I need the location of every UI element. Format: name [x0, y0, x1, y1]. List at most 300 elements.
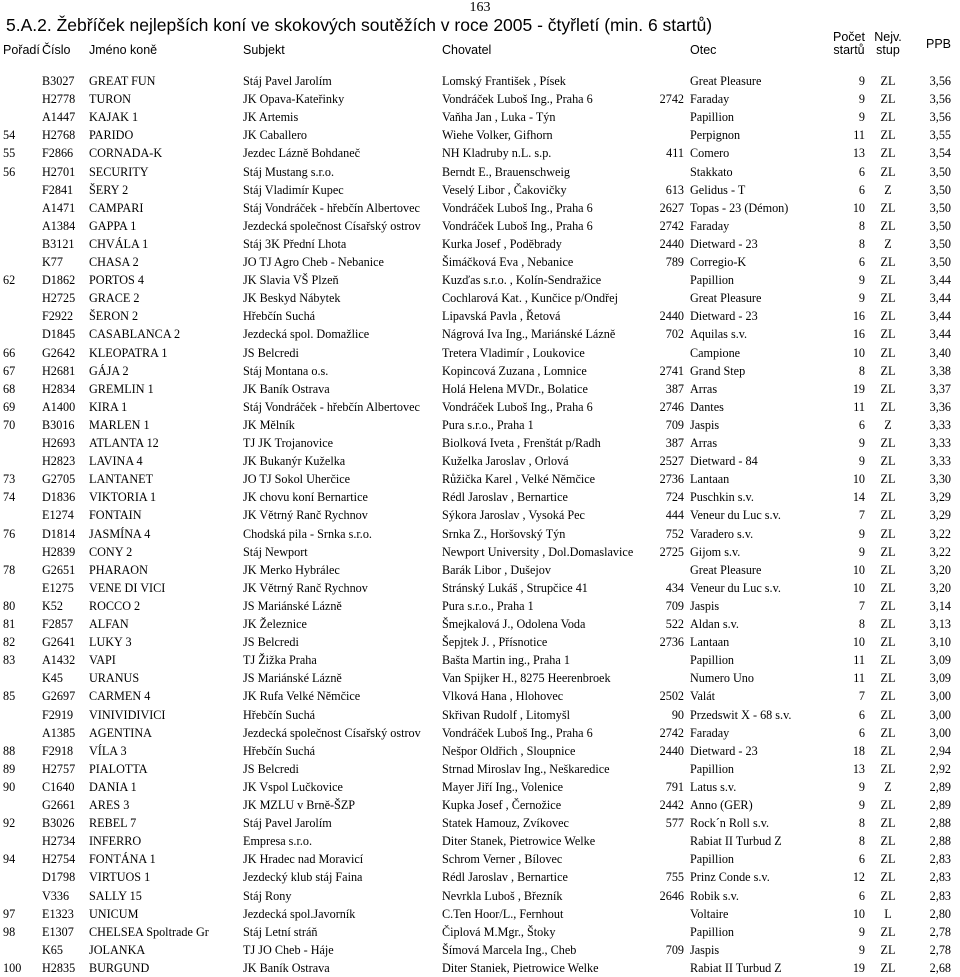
horse-name-cell: SALLY 15: [89, 888, 142, 903]
ppb-cell: 3,20: [929, 562, 951, 577]
highest-level-cell: ZL: [880, 725, 896, 740]
subject-cell: JK Hradec nad Moravicí: [243, 852, 364, 867]
table-row: [0, 706, 960, 724]
starts-count-cell: 11: [853, 671, 865, 686]
table-row: [0, 289, 960, 307]
highest-level-cell: Z: [884, 236, 892, 251]
rank-cell: 85: [3, 689, 16, 704]
ppb-cell: 3,50: [929, 164, 951, 179]
highest-level-cell: ZL: [880, 399, 896, 414]
highest-level-cell: ZL: [880, 110, 896, 125]
horse-number-cell: D1862: [42, 273, 76, 288]
subject-cell: JO TJ Sokol Uherčice: [243, 472, 351, 487]
breeder-code-cell: 2527: [659, 454, 684, 469]
sire-cell: Dantes: [690, 399, 724, 414]
rank-cell: 94: [3, 852, 16, 867]
starts-count-cell: 6: [858, 164, 865, 179]
breeder-cell: Schrom Verner , Bílovec: [442, 852, 563, 867]
table-row: [0, 325, 960, 343]
sire-cell: Dietward - 84: [690, 454, 758, 469]
rank-cell: 98: [3, 924, 16, 939]
table-row: [0, 669, 960, 687]
horse-number-cell: H2754: [42, 852, 76, 867]
page-heading: 5.A.2. Žebříček nejlepších koní ve skokových soutěžích v roce 2005 - čtyřletí (min. 6 startů): [6, 15, 713, 35]
rank-cell: 66: [3, 345, 16, 360]
table-row: [0, 796, 960, 814]
sire-cell: Faraday: [690, 218, 730, 233]
subject-cell: JK Vspol Lučkovice: [243, 779, 343, 794]
starts-count-cell: 19: [852, 960, 865, 975]
table-row: [0, 398, 960, 416]
highest-level-cell: ZL: [880, 743, 896, 758]
horse-number-cell: F2841: [42, 182, 74, 197]
sire-cell: Przedswit X - 68 s.v.: [690, 707, 792, 722]
ppb-cell: 3,13: [929, 617, 951, 631]
highest-level-cell: ZL: [880, 761, 896, 776]
subject-cell: JK Mělník: [243, 417, 295, 432]
column-header-ppb: PPB: [925, 37, 951, 51]
table-row: [0, 887, 960, 905]
breeder-cell: Pura s.r.o., Praha 1: [442, 598, 534, 613]
breeder-cell: Nágrová Iva Ing., Mariánské Lázně: [442, 327, 616, 342]
breeder-cell: Čiplová M.Mgr., Štoky: [442, 924, 556, 939]
table-row: [0, 380, 960, 398]
horse-number-cell: H2835: [42, 960, 76, 975]
highest-level-cell: ZL: [880, 635, 896, 650]
column-header-number: Číslo: [42, 43, 71, 57]
highest-level-cell: ZL: [880, 345, 896, 360]
table-row: [0, 434, 960, 452]
highest-level-cell: ZL: [880, 924, 896, 939]
sire-cell: Faraday: [690, 725, 730, 740]
breeder-code-cell: 2742: [659, 725, 684, 740]
horse-number-cell: H2701: [42, 164, 76, 179]
subject-cell: JK Opava-Kateřinky: [243, 92, 345, 107]
table-row: [0, 525, 960, 543]
sire-cell: Varadero s.v.: [690, 526, 754, 541]
column-header-horse-name: Jméno koně: [89, 43, 158, 57]
column-header-starts-line1: Počet: [833, 30, 865, 44]
sire-cell: Perpignon: [690, 128, 741, 143]
ppb-cell: 3,29: [929, 508, 951, 523]
highest-level-cell: ZL: [880, 508, 896, 523]
starts-count-cell: 9: [858, 942, 865, 957]
highest-level-cell: ZL: [880, 707, 896, 722]
horse-name-cell: VINIVIDIVICI: [89, 707, 166, 722]
ppb-cell: 2,68: [929, 960, 951, 975]
sire-cell: Papillion: [690, 653, 735, 668]
subject-cell: TJ JK Trojanovice: [243, 436, 334, 450]
table-row: [0, 163, 960, 181]
starts-count-cell: 8: [858, 617, 865, 631]
sire-cell: Corregio-K: [690, 255, 747, 269]
horse-name-cell: PHARAON: [89, 562, 148, 577]
horse-number-cell: G2705: [42, 472, 76, 487]
starts-count-cell: 9: [858, 273, 865, 288]
horse-name-cell: LUKY 3: [89, 635, 132, 650]
horse-number-cell: H2725: [42, 291, 76, 306]
horse-name-cell: ALFAN: [89, 617, 129, 631]
breeder-code-cell: 613: [665, 182, 684, 197]
highest-level-cell: ZL: [880, 562, 896, 577]
ppb-cell: 2,92: [929, 761, 951, 776]
ppb-cell: 3,50: [929, 236, 951, 251]
rank-cell: 82: [3, 635, 16, 650]
breeder-cell: Statek Hamouz, Zvíkovec: [442, 816, 569, 831]
ppb-cell: 3,29: [929, 490, 951, 505]
horse-number-cell: H2839: [42, 544, 76, 559]
starts-count-cell: 6: [858, 417, 865, 432]
subject-cell: Stáj Mustang s.r.o.: [243, 164, 335, 179]
starts-count-cell: 8: [858, 218, 865, 233]
horse-name-cell: ARES 3: [89, 798, 130, 812]
sire-cell: Faraday: [690, 92, 730, 107]
breeder-code-cell: 2746: [659, 399, 684, 414]
ppb-cell: 3,44: [929, 291, 951, 306]
subject-cell: JK Beskyd Nábytek: [243, 291, 341, 306]
ppb-cell: 2,83: [929, 870, 951, 885]
column-header-sire: Otec: [690, 43, 717, 57]
breeder-cell: Berndt E., Brauenschweig: [442, 164, 570, 179]
breeder-cell: Strnad Miroslav Ing., Neškaredice: [442, 761, 610, 776]
table-row: [0, 941, 960, 959]
horse-number-cell: D1836: [42, 490, 76, 505]
horse-number-cell: F2918: [42, 743, 74, 758]
table-row: [0, 126, 960, 144]
subject-cell: JK Slavia VŠ Plzeň: [243, 273, 339, 288]
highest-level-cell: ZL: [880, 92, 896, 107]
starts-count-cell: 11: [853, 653, 865, 668]
rank-cell: 81: [3, 617, 16, 631]
breeder-cell: Rédl Jaroslav , Bernartice: [442, 490, 568, 505]
starts-count-cell: 6: [858, 888, 865, 903]
breeder-code-cell: 791: [665, 779, 684, 794]
horse-number-cell: A1385: [42, 725, 76, 740]
horse-name-cell: ATLANTA 12: [89, 436, 159, 450]
ppb-cell: 3,37: [929, 381, 951, 396]
starts-count-cell: 7: [858, 689, 865, 704]
sire-cell: Campione: [690, 345, 741, 360]
breeder-cell: NH Kladruby n.L. s.p.: [442, 146, 552, 161]
starts-count-cell: 6: [858, 707, 865, 722]
sire-cell: Jaspis: [690, 942, 720, 957]
starts-count-cell: 8: [858, 834, 865, 849]
breeder-code-cell: 2741: [659, 363, 684, 378]
starts-count-cell: 9: [858, 924, 865, 939]
horse-name-cell: VENE DI VICI: [89, 580, 166, 595]
breeder-cell: Šimáčková Eva , Nebanice: [442, 255, 574, 269]
horse-number-cell: G2651: [42, 562, 76, 577]
starts-count-cell: 6: [858, 255, 865, 269]
breeder-cell: Lipavská Pavla , Řetová: [442, 309, 561, 324]
breeder-code-cell: 387: [665, 436, 684, 450]
subject-cell: Stáj Newport: [243, 544, 308, 559]
ppb-cell: 3,50: [929, 200, 951, 215]
rank-cell: 88: [3, 743, 16, 758]
subject-cell: Stáj Vladimír Kupec: [243, 182, 344, 197]
starts-count-cell: 6: [858, 852, 865, 867]
starts-count-cell: 13: [852, 761, 865, 776]
highest-level-cell: ZL: [880, 327, 896, 342]
starts-count-cell: 16: [852, 309, 865, 324]
highest-level-cell: ZL: [880, 218, 896, 233]
highest-level-cell: ZL: [880, 146, 896, 161]
horse-name-cell: CHASA 2: [89, 255, 139, 269]
sire-cell: Rock´n Roll s.v.: [690, 816, 770, 831]
breeder-cell: Kopincová Zuzana , Lomnice: [442, 363, 587, 378]
horse-name-cell: GAPPA 1: [89, 218, 137, 233]
rank-cell: 90: [3, 779, 16, 794]
ppb-cell: 3,30: [929, 472, 951, 487]
horse-name-cell: KAJAK 1: [89, 110, 139, 125]
table-row: [0, 615, 960, 633]
horse-number-cell: G2697: [42, 689, 76, 704]
rank-cell: 92: [3, 816, 16, 831]
horse-name-cell: VIRTUOS 1: [89, 870, 151, 885]
highest-level-cell: ZL: [880, 580, 896, 595]
column-header-level-line1: Nejv.: [874, 30, 902, 44]
subject-cell: Hřebčín Suchá: [243, 743, 316, 758]
horse-name-cell: PARIDO: [89, 128, 134, 143]
subject-cell: Jezdecká společnost Císařský ostrov: [243, 218, 421, 233]
starts-count-cell: 18: [852, 743, 865, 758]
rank-cell: 70: [3, 417, 16, 432]
sire-cell: Voltaire: [690, 906, 729, 921]
breeder-code-cell: 411: [666, 146, 684, 161]
breeder-code-cell: 2442: [659, 798, 684, 812]
ppb-cell: 3,22: [929, 526, 951, 541]
table-row: [0, 181, 960, 199]
breeder-cell: Tretera Vladimír , Loukovice: [442, 345, 585, 360]
starts-count-cell: 13: [852, 146, 865, 161]
ppb-cell: 3,44: [929, 327, 951, 342]
subject-cell: Jezdec Lázně Bohdaneč: [243, 146, 361, 161]
rank-cell: 67: [3, 363, 16, 378]
horse-name-cell: MARLEN 1: [89, 417, 150, 432]
sire-cell: Puschkin s.v.: [690, 490, 754, 505]
ppb-cell: 3,33: [929, 436, 951, 450]
starts-count-cell: 11: [853, 399, 865, 414]
column-header-breeder: Chovatel: [442, 43, 492, 57]
breeder-cell: Šímová Marcela Ing., Cheb: [442, 942, 577, 957]
sire-cell: Numero Uno: [690, 671, 754, 686]
rank-cell: 55: [3, 146, 16, 161]
subject-cell: Stáj Letní stráň: [243, 924, 318, 939]
breeder-cell: Van Spijker H., 8275 Heerenbroek: [442, 671, 611, 686]
sire-cell: Rabiat II Turbud Z: [690, 960, 782, 975]
breeder-code-cell: 709: [665, 598, 684, 613]
breeder-cell: Veselý Libor , Čakovičky: [442, 182, 567, 197]
rank-cell: 89: [3, 761, 16, 776]
sire-cell: Aldan s.v.: [690, 617, 739, 631]
table-row: [0, 199, 960, 217]
starts-count-cell: 9: [858, 291, 865, 306]
starts-count-cell: 9: [858, 526, 865, 541]
breeder-cell: Sýkora Jaroslav , Vysoká Pec: [442, 508, 585, 523]
table-row: [0, 72, 960, 90]
table-row: [0, 488, 960, 506]
sire-cell: Dietward - 23: [690, 743, 758, 758]
horse-number-cell: K52: [42, 598, 63, 613]
starts-count-cell: 19: [852, 381, 865, 396]
page-number: 163: [469, 0, 491, 15]
horse-name-cell: FONTAIN: [89, 508, 142, 523]
subject-cell: Stáj Vondráček - hřebčín Albertovec: [243, 200, 420, 215]
horse-name-cell: GÁJA 2: [89, 363, 129, 378]
highest-level-cell: ZL: [880, 834, 896, 849]
ppb-cell: 3,20: [929, 580, 951, 595]
starts-count-cell: 10: [852, 906, 865, 921]
highest-level-cell: ZL: [880, 653, 896, 668]
horse-name-cell: FONTÁNA 1: [89, 852, 156, 867]
starts-count-cell: 9: [858, 798, 865, 812]
table-row: [0, 724, 960, 742]
horse-name-cell: KLEOPATRA 1: [89, 345, 168, 360]
ppb-cell: 2,89: [929, 798, 951, 812]
starts-count-cell: 14: [852, 490, 865, 505]
sire-cell: Jaspis: [690, 417, 720, 432]
breeder-code-cell: 2736: [659, 472, 684, 487]
breeder-code-cell: 2440: [659, 309, 684, 324]
horse-name-cell: CARMEN 4: [89, 689, 151, 704]
horse-name-cell: ŠERON 2: [89, 309, 139, 324]
subject-cell: JK Baník Ostrava: [243, 381, 330, 396]
column-header-subject: Subjekt: [243, 43, 285, 57]
rank-cell: 97: [3, 906, 16, 921]
ppb-cell: 2,83: [929, 852, 951, 867]
breeder-cell: Barák Libor , Dušejov: [442, 562, 551, 577]
ppb-cell: 3,54: [929, 146, 951, 161]
horse-name-cell: KIRA 1: [89, 399, 128, 414]
subject-cell: Jezdecká spol.Javorník: [243, 906, 356, 921]
table-row: [0, 742, 960, 760]
horse-name-cell: UNICUM: [89, 906, 139, 921]
table-row: [0, 832, 960, 850]
breeder-code-cell: 2502: [659, 689, 684, 704]
breeder-code-cell: 702: [665, 327, 684, 342]
breeder-cell: Wiehe Volker, Gifhorn: [442, 128, 553, 143]
horse-number-cell: F2866: [42, 146, 74, 161]
highest-level-cell: ZL: [880, 798, 896, 812]
table-row: [0, 868, 960, 886]
breeder-code-cell: 522: [665, 617, 684, 631]
highest-level-cell: ZL: [880, 128, 896, 143]
starts-count-cell: 10: [852, 635, 865, 650]
sire-cell: Great Pleasure: [690, 562, 762, 577]
ppb-cell: 3,09: [929, 671, 951, 686]
ppb-cell: 3,50: [929, 182, 951, 197]
starts-count-cell: 7: [858, 508, 865, 523]
rank-cell: 69: [3, 399, 16, 414]
starts-count-cell: 9: [858, 74, 865, 88]
breeder-cell: Vondráček Luboš Ing., Praha 6: [442, 200, 593, 215]
subject-cell: Stáj Montana o.s.: [243, 363, 329, 378]
ppb-cell: 3,56: [929, 110, 951, 125]
breeder-cell: Srnka Z., Horšovský Týn: [442, 526, 566, 541]
subject-cell: JS Mariánské Lázně: [243, 671, 342, 686]
subject-cell: Stáj Vondráček - hřebčín Albertovec: [243, 399, 420, 414]
highest-level-cell: ZL: [880, 454, 896, 469]
horse-name-cell: ŠERY 2: [89, 182, 129, 197]
subject-cell: JK Větrný Ranč Rychnov: [243, 508, 368, 523]
horse-name-cell: CONY 2: [89, 544, 133, 559]
breeder-cell: Skřivan Rudolf , Litomyšl: [442, 707, 570, 722]
horse-number-cell: A1432: [42, 653, 76, 668]
horse-number-cell: B3026: [42, 816, 75, 831]
breeder-code-cell: 752: [665, 526, 684, 541]
sire-cell: Papillion: [690, 852, 735, 867]
subject-cell: JK Rufa Velké Němčice: [243, 689, 361, 704]
sire-cell: Arras: [690, 381, 718, 396]
table-row: [0, 543, 960, 561]
horse-number-cell: D1845: [42, 327, 76, 342]
rank-cell: 62: [3, 273, 16, 288]
ppb-cell: 2,83: [929, 888, 951, 903]
breeder-cell: Holá Helena MVDr., Bolatice: [442, 381, 588, 396]
rank-cell: 80: [3, 598, 16, 613]
starts-count-cell: 12: [852, 870, 865, 885]
horse-number-cell: D1814: [42, 526, 76, 541]
subject-cell: JK Větrný Ranč Rychnov: [243, 580, 368, 595]
highest-level-cell: ZL: [880, 291, 896, 306]
sire-cell: Papillion: [690, 110, 735, 125]
horse-name-cell: JOLANKA: [89, 942, 146, 957]
starts-count-cell: 9: [858, 454, 865, 469]
ppb-cell: 2,94: [929, 743, 951, 758]
highest-level-cell: ZL: [880, 436, 896, 450]
highest-level-cell: ZL: [880, 544, 896, 559]
breeder-code-cell: 2742: [659, 218, 684, 233]
breeder-code-cell: 755: [665, 870, 684, 885]
horse-number-cell: A1400: [42, 399, 76, 414]
breeder-cell: Vondráček Luboš Ing., Praha 6: [442, 399, 593, 414]
highest-level-cell: ZL: [880, 598, 896, 613]
subject-cell: JK Caballero: [243, 128, 307, 143]
table-row: [0, 271, 960, 289]
subject-cell: JK Železnice: [243, 617, 307, 631]
breeder-cell: Kupka Josef , Černožice: [442, 798, 562, 812]
breeder-cell: Kuželka Jaroslav , Orlová: [442, 454, 569, 469]
starts-count-cell: 8: [858, 236, 865, 251]
sire-cell: Aquilas s.v.: [690, 327, 748, 342]
subject-cell: JK chovu koní Bernartice: [243, 490, 368, 505]
horse-number-cell: F2922: [42, 309, 74, 324]
table-row: [0, 760, 960, 778]
breeder-cell: Lomský František , Písek: [442, 74, 566, 88]
breeder-code-cell: 2627: [659, 200, 684, 215]
ppb-cell: 3,22: [929, 544, 951, 559]
sire-cell: Anno (GER): [690, 798, 753, 812]
horse-number-cell: K65: [42, 942, 63, 957]
breeder-code-cell: 2440: [659, 236, 684, 251]
ppb-cell: 3,14: [929, 598, 951, 613]
ppb-cell: 3,33: [929, 417, 951, 432]
sire-cell: Grand Step: [690, 363, 746, 378]
sire-cell: Arras: [690, 436, 718, 450]
starts-count-cell: 8: [858, 816, 865, 831]
table-row: [0, 850, 960, 868]
horse-number-cell: A1384: [42, 218, 76, 233]
breeder-code-cell: 709: [665, 417, 684, 432]
subject-cell: JS Mariánské Lázně: [243, 598, 342, 613]
breeder-cell: Diter Staniek, Pietrowice Welke: [442, 960, 599, 975]
table-row: [0, 905, 960, 923]
horse-number-cell: B3027: [42, 74, 75, 88]
horse-name-cell: VAPI: [89, 653, 116, 668]
rank-cell: 74: [3, 490, 16, 505]
horse-name-cell: CHELSEA Spoltrade Gr: [89, 924, 209, 939]
sire-cell: Papillion: [690, 761, 735, 776]
